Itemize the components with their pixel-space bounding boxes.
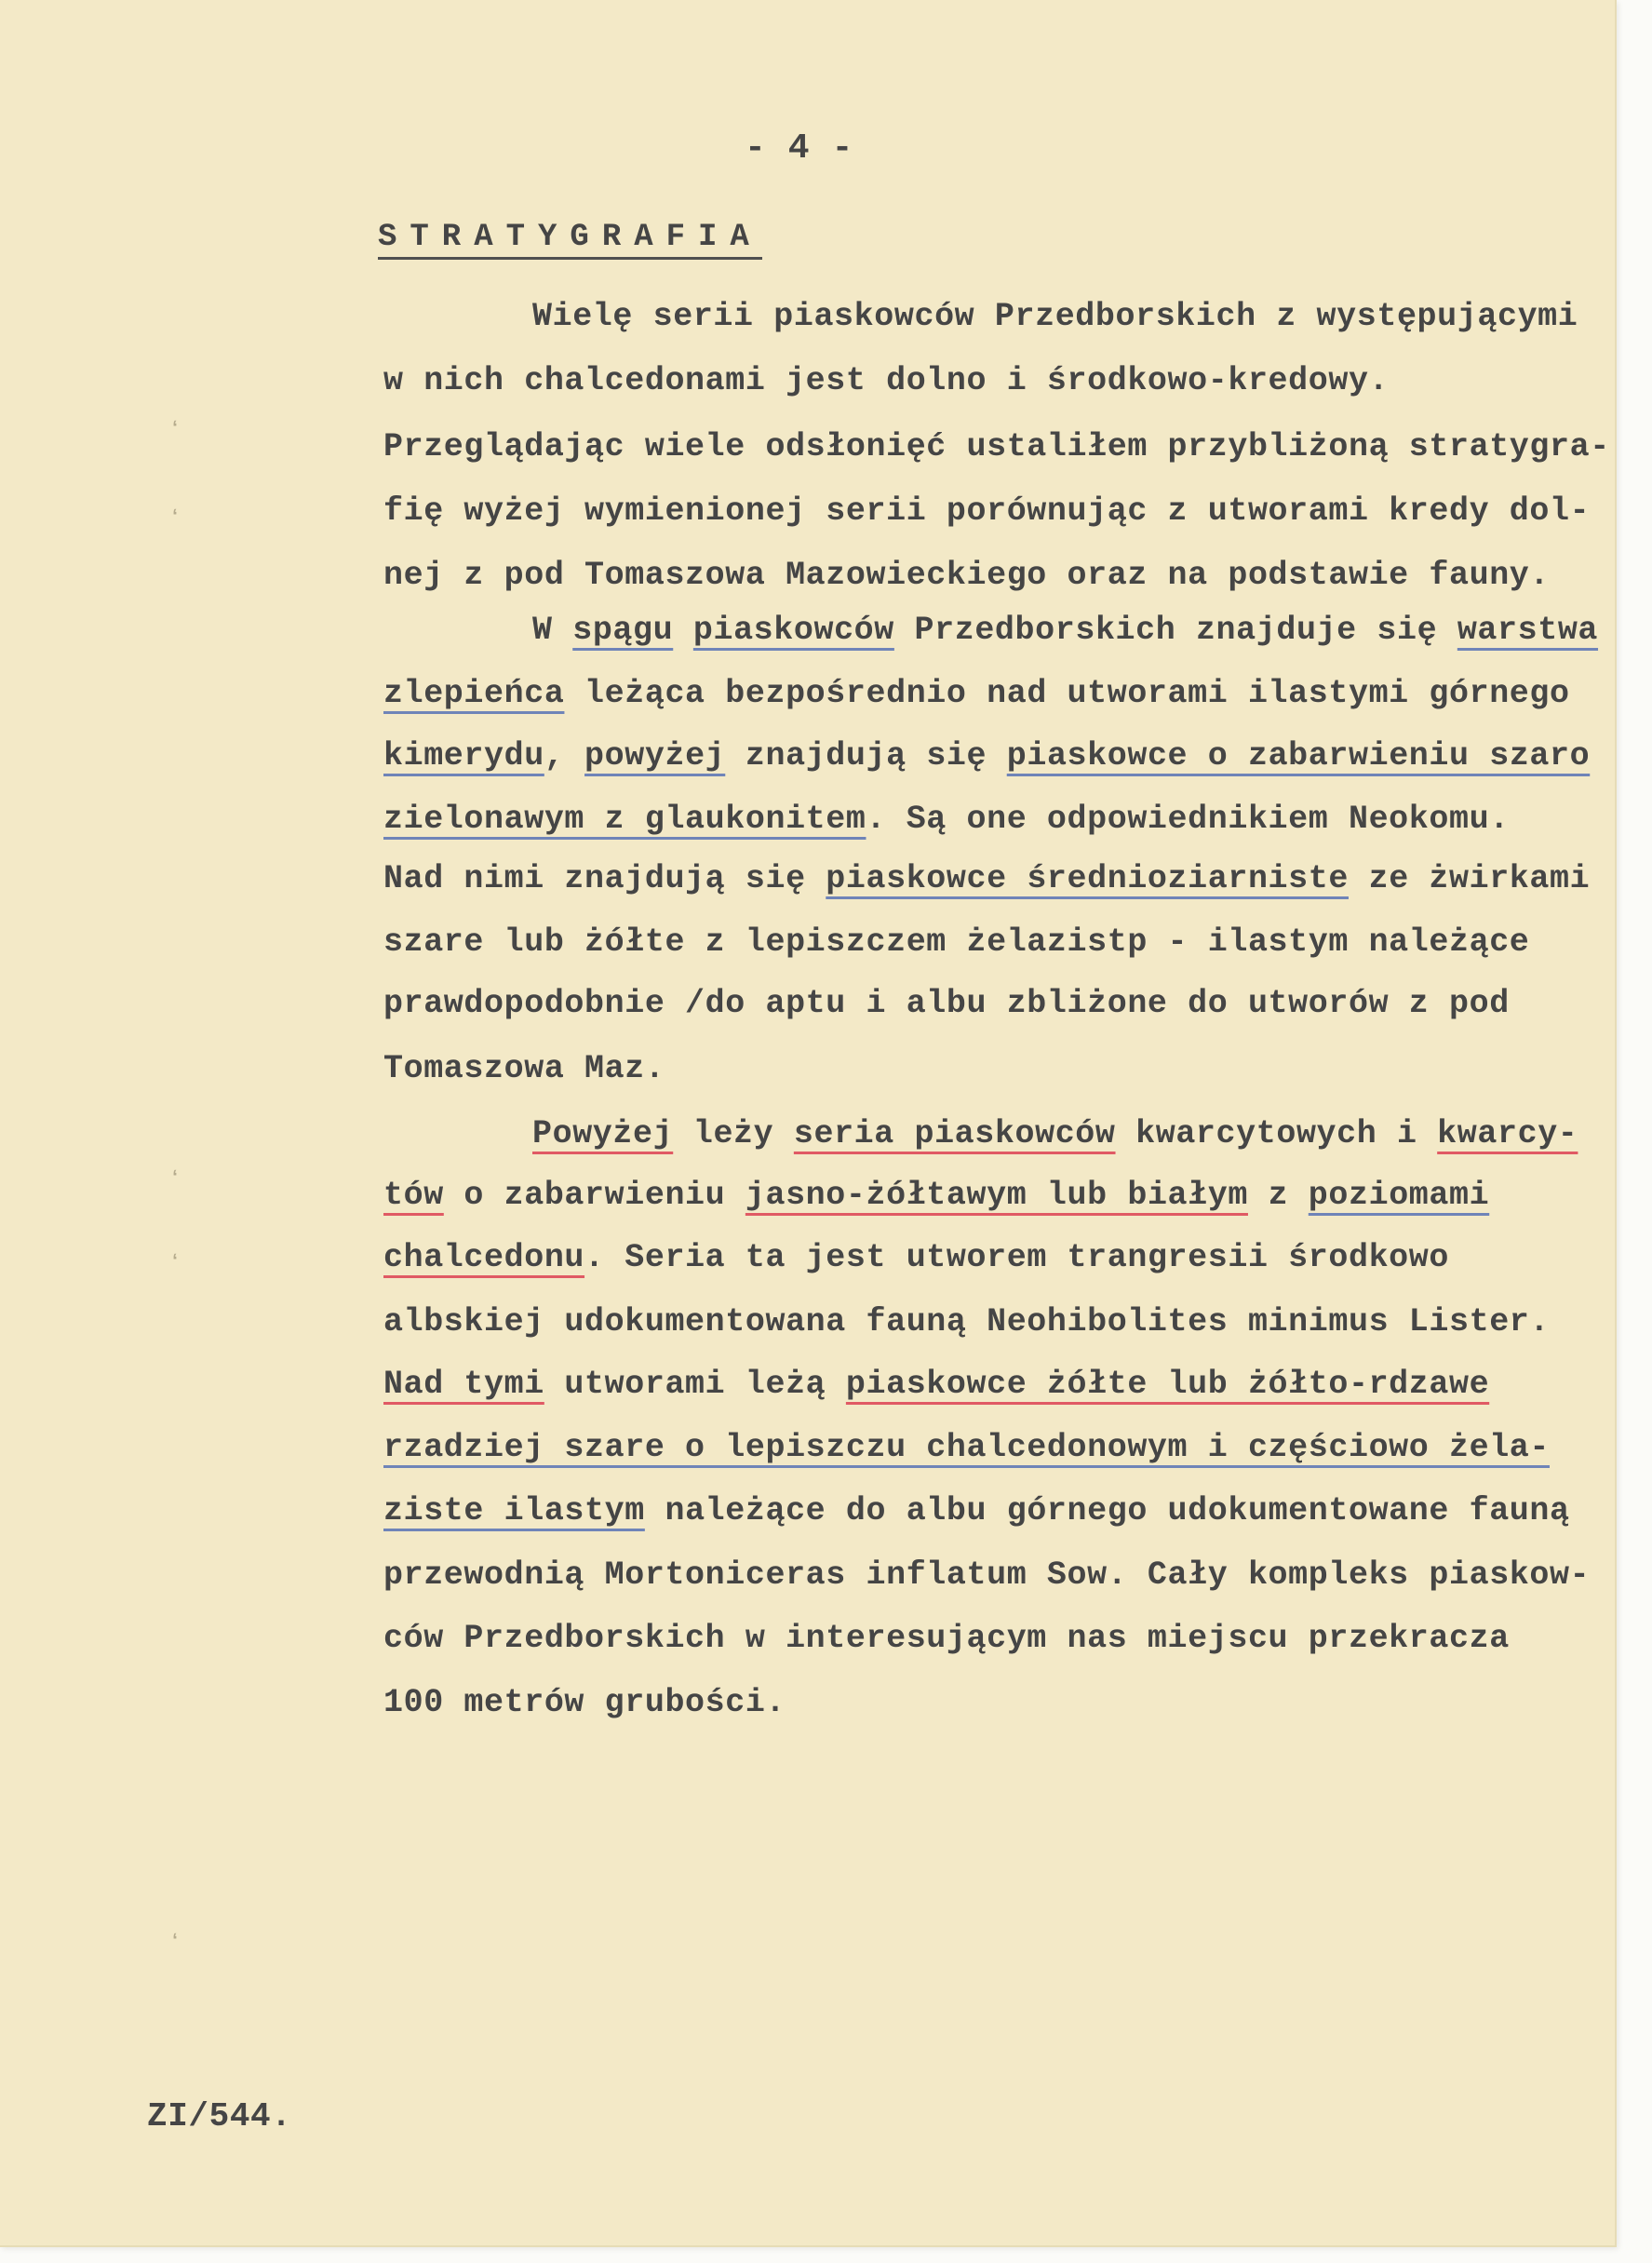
text-line — [383, 983, 1510, 1024]
blue-underlined-text: zielonawym z glaukonitem — [383, 801, 866, 838]
red-underlined-text: piaskowce żółte lub żółto-rdzawe — [845, 1366, 1490, 1403]
binding-mark: ʻ — [169, 507, 181, 529]
text-line — [532, 296, 1578, 337]
typed-text: . Są one odpowiednikiem Neokomu. — [866, 801, 1510, 838]
section-heading: STRATYGRAFIA — [378, 220, 762, 260]
blue-underlined-text: piaskowce średnioziarniste — [826, 860, 1349, 897]
binding-mark: ʻ — [169, 1168, 181, 1190]
typed-text: . Seria ta jest utworem trangresii środkowo — [584, 1239, 1449, 1276]
text-line — [383, 426, 1610, 467]
typed-text: Wielę serii piaskowców Przedborskich z występującymi — [532, 298, 1578, 335]
red-underlined-text: jasno-żółtawym lub białym — [745, 1177, 1248, 1214]
typed-text: Przeglądając wiele odsłonięć ustaliłem przybliżoną stratygra- — [383, 428, 1610, 465]
typed-text: Przedborskich znajduje się — [893, 612, 1457, 649]
text-line — [532, 610, 1598, 651]
red-underlined-text: chalcedonu — [383, 1239, 585, 1276]
typed-text: z — [1247, 1177, 1309, 1214]
typed-text: utworami leżą — [544, 1366, 846, 1403]
typed-text: ze żwirkami — [1348, 860, 1591, 897]
typed-text: Tomaszowa Maz. — [383, 1050, 665, 1087]
text-line — [383, 1301, 1550, 1342]
red-underlined-text: Powyżej — [532, 1115, 674, 1152]
text-line — [383, 1618, 1510, 1659]
typed-text: leży — [673, 1115, 794, 1152]
typed-text: Nad nimi znajdują się — [383, 860, 826, 897]
blue-underlined-text: piaskowców — [692, 612, 894, 649]
text-line — [383, 799, 1510, 840]
binding-mark: ʻ — [169, 419, 181, 440]
typed-text: fię wyżej wymienionej serii porównując z utworami kredy dol- — [383, 492, 1591, 530]
text-line — [383, 555, 1550, 596]
typed-text — [673, 612, 693, 649]
typed-text: należące do albu górnego udokumentowane fauną — [644, 1492, 1570, 1529]
typed-text: w nich chalcedonami jest dolno i środkowo-kredowy. — [383, 362, 1390, 399]
typed-text: kwarcytowych i — [1115, 1115, 1438, 1152]
typed-text: przewodnią Mortoniceras inflatum Sow. Cały kompleks piaskow- — [383, 1556, 1591, 1594]
red-underlined-text: seria piaskowców — [793, 1115, 1116, 1152]
red-underlined-text: Nad tymi — [383, 1366, 544, 1403]
text-line — [383, 360, 1389, 401]
text-line — [383, 491, 1590, 532]
text-line — [383, 1427, 1550, 1468]
blue-underlined-text: piaskowce o zabarwieniu szaro — [1006, 737, 1591, 775]
text-line — [383, 1237, 1449, 1278]
typed-text: szare lub żółte z lepiszczem żelazistp - ilastym należące — [383, 923, 1530, 961]
binding-mark: ʻ — [169, 1252, 181, 1273]
red-underlined-text: kwarcy- — [1437, 1115, 1578, 1152]
typed-text: nej z pod Tomaszowa Mazowieckiego oraz na podstawie fauny. — [383, 557, 1550, 594]
archive-reference: ZI/544. — [147, 2097, 292, 2135]
text-line — [383, 1175, 1489, 1216]
text-line — [383, 1490, 1570, 1531]
text-line — [383, 1048, 665, 1089]
typed-text: albskiej udokumentowana fauną Neohibolites minimus Lister. — [383, 1303, 1550, 1340]
blue-underlined-text: zlepieńca — [383, 675, 565, 712]
typed-text: znajdują się — [725, 737, 1007, 775]
text-line — [383, 922, 1529, 963]
typed-text: 100 metrów grubości. — [383, 1684, 786, 1721]
typed-text: ców Przedborskich w interesującym nas miejscu przekracza — [383, 1620, 1510, 1657]
text-line — [383, 858, 1590, 899]
blue-underlined-text: ziste ilastym — [383, 1492, 645, 1529]
typed-text: , — [544, 737, 585, 775]
typed-text: leżąca bezpośrednio nad utworami ilastymi górnego — [564, 675, 1570, 712]
typed-text: W — [532, 612, 573, 649]
text-line — [532, 1113, 1578, 1154]
blue-underlined-text: powyżej — [584, 737, 726, 775]
blue-underlined-text: kimerydu — [383, 737, 544, 775]
blue-underlined-text: poziomami — [1308, 1177, 1490, 1214]
text-line — [383, 735, 1590, 776]
binding-mark: ʻ — [169, 1932, 181, 1953]
blue-underlined-text: warstwa — [1457, 612, 1599, 649]
text-line — [383, 673, 1570, 714]
text-line — [383, 1682, 786, 1723]
typed-text: prawdopodobnie /do aptu i albu zbliżone do utworów z pod — [383, 985, 1510, 1022]
red-underlined-text: tów — [383, 1177, 444, 1214]
text-line — [383, 1555, 1590, 1596]
page-number: - 4 - — [745, 128, 854, 168]
blue-underlined-text: rzadziej szare o lepiszczu chalcedonowym i częściowo żela- — [383, 1429, 1550, 1466]
text-line — [383, 1364, 1489, 1405]
blue-underlined-text: spągu — [572, 612, 674, 649]
typed-text: o zabarwieniu — [443, 1177, 745, 1214]
